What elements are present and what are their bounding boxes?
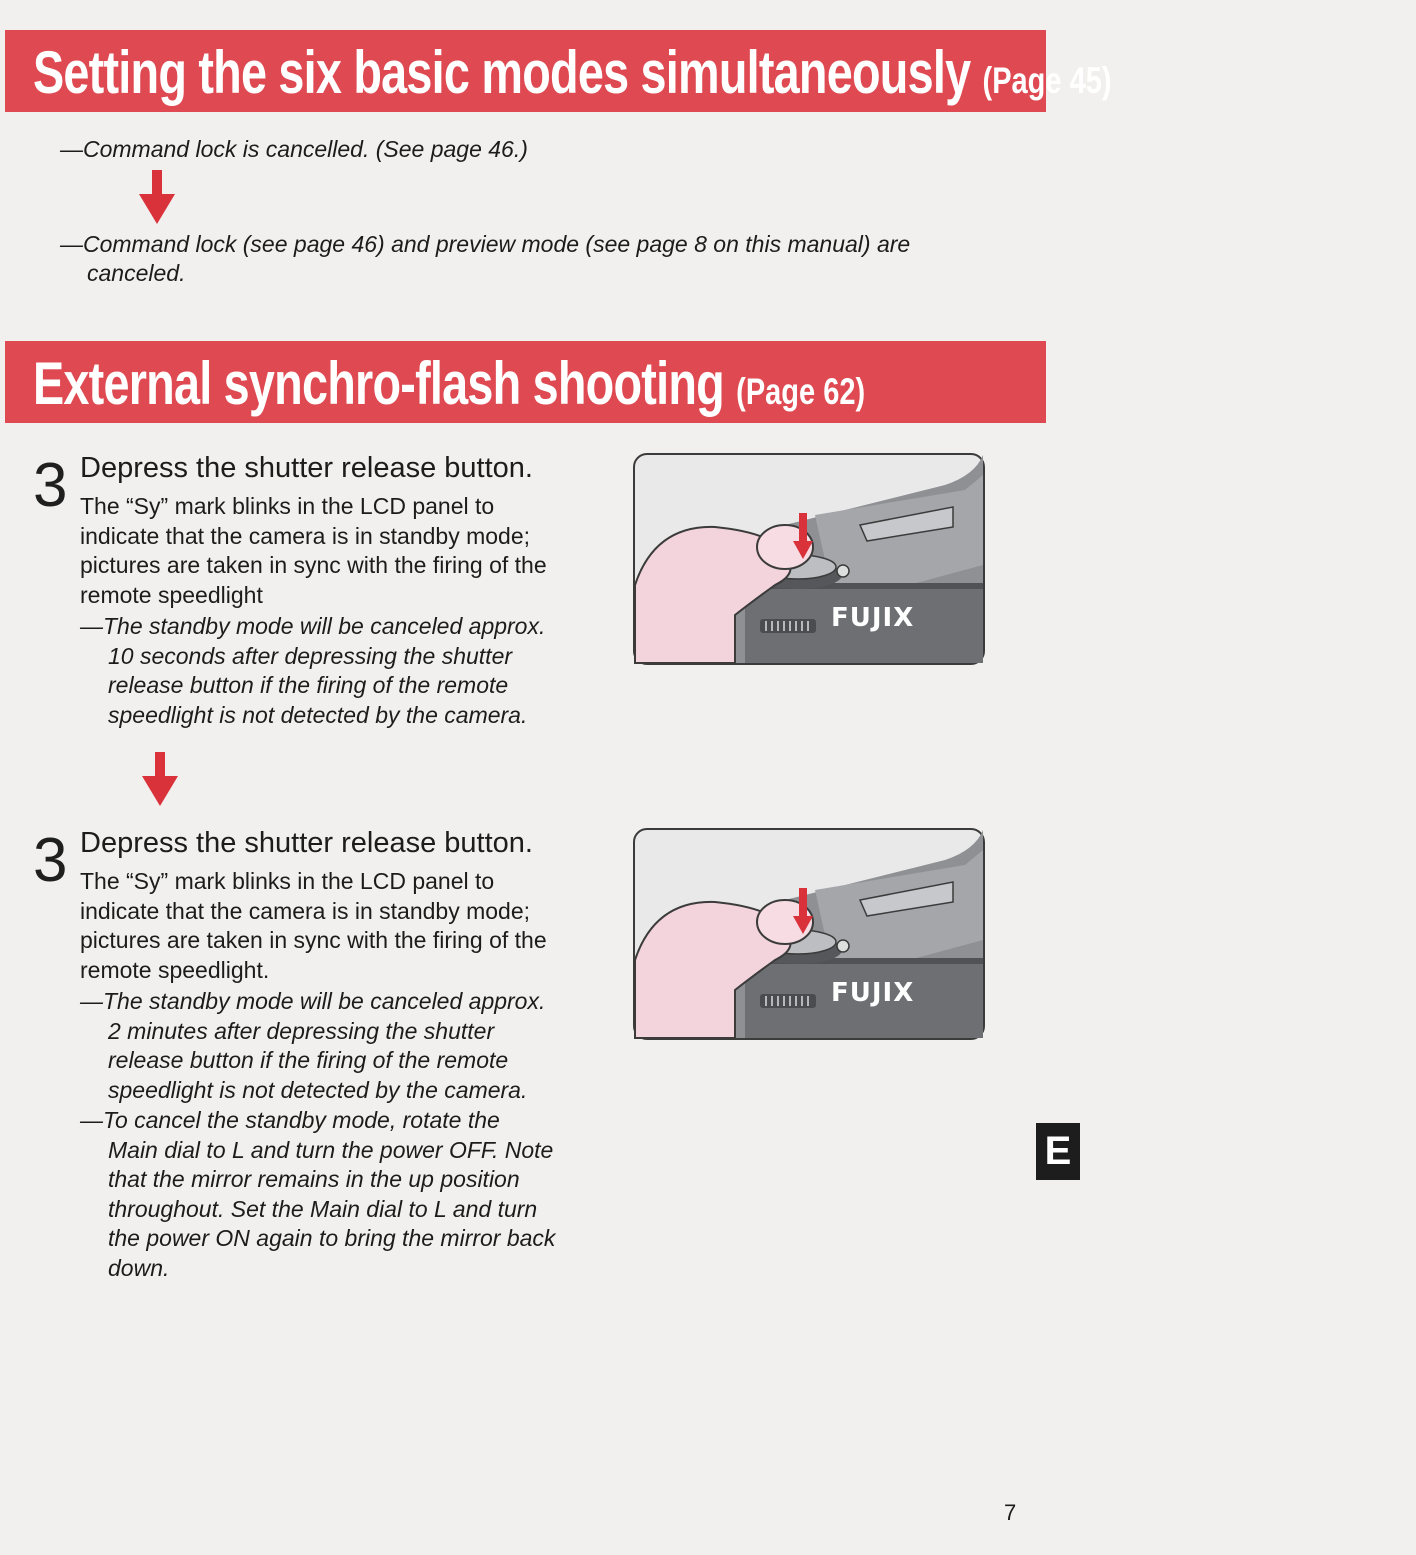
note-line: speedlight is not detected by the camera. bbox=[108, 1076, 528, 1103]
note-line: that the mirror remains in the up position bbox=[108, 1166, 520, 1192]
body-line: pictures are taken in sync with the firing of the bbox=[80, 927, 547, 953]
camera-shutter-illustration bbox=[633, 453, 985, 665]
step-body bbox=[80, 867, 620, 985]
page-reference: (Page 62) bbox=[736, 370, 866, 412]
note-line: —Command lock (see page 46) and preview mode (see page 8 on this manual) are bbox=[60, 231, 911, 257]
note-line: —The standby mode will be canceled approx. bbox=[80, 613, 546, 639]
step-number: 3 bbox=[33, 451, 68, 520]
note-line: release button if the firing of the remote bbox=[108, 1047, 509, 1073]
camera-illustration bbox=[635, 455, 983, 663]
body-line: remote speedlight bbox=[80, 581, 263, 608]
step-number: 3 bbox=[33, 826, 68, 895]
section-banner-synchro-flash bbox=[5, 341, 1046, 423]
note-line: Main dial to L and turn the power OFF. Note bbox=[108, 1136, 554, 1163]
step-note-cancel-standby bbox=[80, 1106, 555, 1283]
section-title: Setting the six basic modes simultaneously (Page 45) bbox=[33, 39, 1112, 106]
body-line: indicate that the camera is in standby mode; bbox=[80, 897, 531, 924]
down-arrow-icon bbox=[137, 170, 177, 226]
down-arrow-icon bbox=[140, 752, 180, 808]
camera-illustration bbox=[635, 830, 983, 1038]
page-number: 7 bbox=[1004, 1500, 1017, 1525]
note-line: 2 minutes after depressing the shutter bbox=[108, 1017, 495, 1044]
section-title: External synchro-flash shooting (Page 62) bbox=[33, 350, 866, 417]
step-note bbox=[80, 987, 545, 1105]
step-heading: Depress the shutter release button. bbox=[80, 827, 533, 859]
step-note bbox=[80, 612, 545, 730]
note-line: —The standby mode will be canceled approx. bbox=[80, 988, 546, 1014]
note-line: release button if the firing of the remote bbox=[108, 672, 509, 698]
step-body bbox=[80, 492, 620, 610]
note-line: 10 seconds after depressing the shutter bbox=[108, 642, 513, 669]
note-command-lock-preview bbox=[60, 230, 1060, 288]
fujix-logo: FUJIX bbox=[831, 978, 915, 1008]
fujix-logo: FUJIX bbox=[831, 603, 915, 633]
camera-shutter-illustration bbox=[633, 828, 985, 1040]
body-line: pictures are taken in sync with the firing of the bbox=[80, 552, 547, 578]
step-heading: Depress the shutter release button. bbox=[80, 452, 533, 484]
note-line: the power ON again to bring the mirror back bbox=[108, 1225, 556, 1251]
body-line: remote speedlight. bbox=[80, 956, 270, 983]
language-tab: E bbox=[1036, 1123, 1080, 1180]
section-banner-basic-modes bbox=[5, 30, 1112, 112]
page-reference: (Page 45) bbox=[982, 59, 1112, 101]
note-line: down. bbox=[108, 1254, 170, 1281]
note-line: —To cancel the standby mode, rotate the bbox=[80, 1107, 500, 1133]
body-line: The “Sy” mark blinks in the LCD panel to bbox=[80, 493, 495, 519]
note-line: speedlight is not detected by the camera. bbox=[108, 701, 528, 728]
body-line: The “Sy” mark blinks in the LCD panel to bbox=[80, 868, 495, 894]
note-command-lock-cancelled: —Command lock is cancelled. (See page 46.) bbox=[60, 136, 528, 162]
note-line: canceled. bbox=[87, 260, 186, 286]
note-line: throughout. Set the Main dial to L and turn bbox=[108, 1195, 538, 1222]
body-line: indicate that the camera is in standby mode; bbox=[80, 522, 531, 549]
